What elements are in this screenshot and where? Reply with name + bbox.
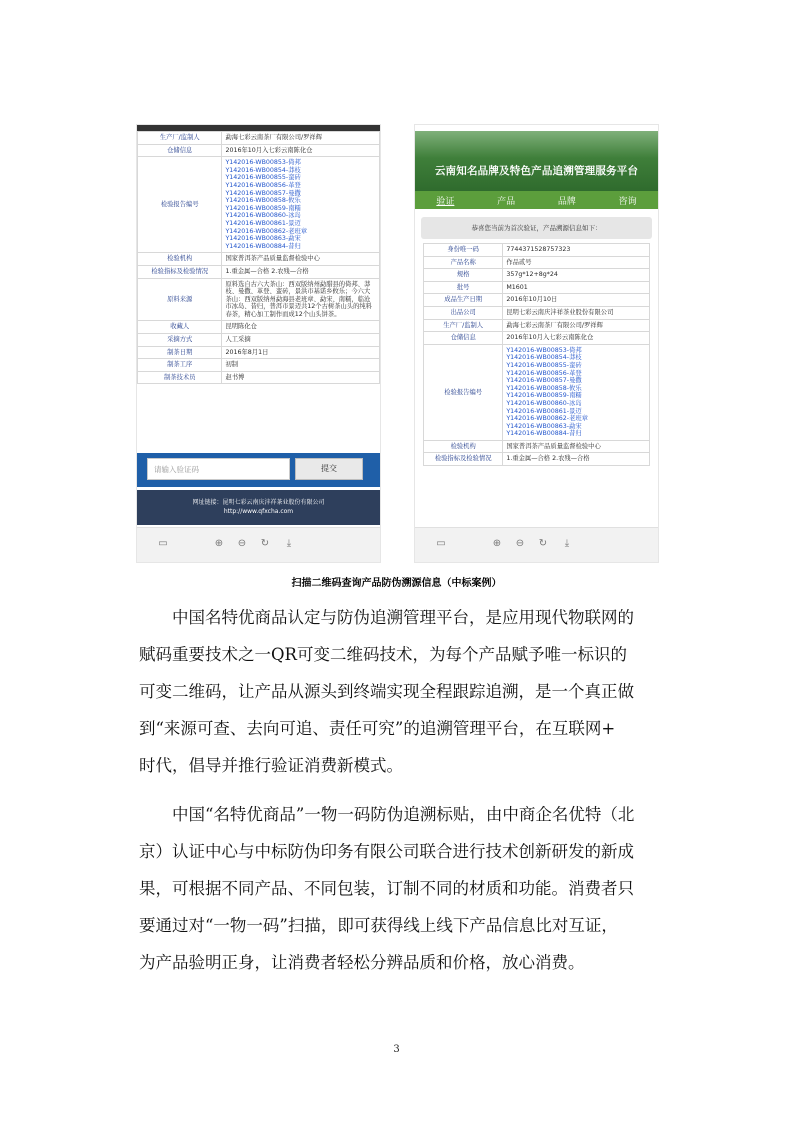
footer-url[interactable]: http://www.qfxcha.com: [223, 508, 294, 515]
row-label: 检验机构: [138, 253, 222, 266]
table-row: [138, 359, 380, 372]
zoom-in-icon[interactable]: ⊕: [492, 538, 502, 549]
row-label: 收藏人: [138, 321, 222, 334]
table-row: [138, 253, 380, 266]
row-label: 规格: [424, 269, 503, 282]
nav-brands[interactable]: 品牌: [557, 196, 576, 207]
page-number: 3: [393, 1044, 400, 1055]
table-row: [138, 334, 380, 347]
report-code: Y142016-WB00862-老班章: [225, 227, 308, 235]
report-code: Y142016-WB00859-南糯: [225, 204, 301, 212]
table-row: [138, 144, 380, 157]
row-value: 2016年10月10日: [503, 294, 650, 307]
row-value: 初制: [222, 359, 380, 372]
table-row: [424, 306, 650, 319]
paragraph-line: 赋码重要技术之一QR可变二维码技术，为每个产品赋予唯一标识的: [139, 645, 627, 664]
table-row: [424, 256, 650, 269]
table-row: [424, 332, 650, 345]
report-code: Y142016-WB00856-革登: [506, 369, 582, 377]
paragraph-line: 中国名特优商品认定与防伪追溯管理平台，是应用现代物联网的: [172, 608, 634, 627]
table-row: [138, 157, 380, 253]
platform-banner: [415, 131, 658, 191]
report-code: Y142016-WB00855-蛮砖: [506, 361, 582, 369]
row-label: 产品名称: [424, 256, 503, 269]
row-value: 2016年8月1日: [222, 346, 380, 359]
report-code: Y142016-WB00853-倚邦: [506, 346, 582, 354]
table-row: [138, 321, 380, 334]
table-row: [424, 269, 650, 282]
row-value: 原料选自古六大茶山：西双版纳州勐腊县的倚邦、莽枝、曼撒、革登、蛮砖，景洪市基诺乡攸乐；今六大茶山：西双版纳州勐海县老班章、勐宋、南糯，临沧市冰岛、昔归，普洱市景迈共12个古树茶山头的纯料春茶，精心加工制作而成12个山头饼茶。: [222, 278, 380, 321]
paragraph-line: 到“来源可查、去向可追、责任可究”的追溯管理平台，在互联网+: [139, 719, 616, 738]
download-icon[interactable]: ⤓: [286, 538, 292, 549]
report-code: Y142016-WB00859-南糯: [506, 392, 582, 400]
rotate-icon[interactable]: ↻: [538, 538, 548, 549]
report-code: Y142016-WB00858-攸乐: [506, 384, 582, 392]
nav-bar: [415, 191, 658, 209]
row-value: 2016年10月入七彩云南陈化仓: [503, 332, 650, 345]
row-value: 1.重金属—合格 2.农残—合格: [503, 453, 650, 466]
row-label: 出品公司: [424, 306, 503, 319]
row-label: 采摘方式: [138, 334, 222, 347]
row-value: 国家普洱茶产品质量监督检验中心: [222, 253, 380, 266]
row-label: 生产厂/监制人: [138, 132, 222, 145]
verification-notice: 恭喜您当前为首次验证，产品溯源信息如下：: [421, 217, 652, 239]
row-value: 昆明陈化仓: [222, 321, 380, 334]
row-value: 勐海七彩云南茶厂有限公司/罗祥辉: [222, 132, 380, 145]
submit-button[interactable]: 提交: [295, 458, 363, 480]
row-value: 7744371528757323: [503, 244, 650, 257]
table-row: [138, 278, 380, 321]
report-code: Y142016-WB00858-攸乐: [225, 197, 301, 205]
paragraph-line: 可变二维码，让产品从源头到终端实现全程跟踪追溯，是一个真正做: [139, 682, 634, 701]
report-code: Y142016-WB00861-景迈: [506, 407, 582, 415]
row-label: 成品生产日期: [424, 294, 503, 307]
report-code: Y142016-WB00854-莽枝: [225, 166, 301, 174]
figure-caption: 扫描二维码查询产品防伪溯源信息（中标案例）: [291, 578, 502, 589]
verification-code-input[interactable]: 请输入验证码: [147, 458, 290, 480]
table-row: [424, 281, 650, 294]
row-label: 制茶工序: [138, 359, 222, 372]
monitor-icon[interactable]: ▭: [436, 538, 446, 549]
row-label: 批号: [424, 281, 503, 294]
report-code: Y142016-WB00884-昔归: [506, 430, 582, 438]
viewer-toolbar-right: [415, 527, 658, 562]
footer-company-link[interactable]: 网址链接：昆明七彩云南庆沣祥茶业股份有限公司: [192, 499, 325, 506]
paragraph-line: 中国“名特优商品”一物一码防伪追溯标贴，由中商企名优特（北: [172, 805, 635, 824]
row-value: 人工采摘: [222, 334, 380, 347]
verify-bar: [137, 453, 380, 487]
row-value: M1601: [503, 281, 650, 294]
rotate-icon[interactable]: ↻: [260, 538, 270, 549]
row-label: 检验机构: [424, 440, 503, 453]
zoom-out-icon[interactable]: ⊖: [515, 538, 525, 549]
row-label: 检验报告编号: [138, 157, 222, 253]
report-code: Y142016-WB00860-冰岛: [506, 399, 582, 407]
row-label: 检验报告编号: [424, 344, 503, 440]
row-value: [222, 157, 380, 253]
nav-verify[interactable]: 验证: [436, 196, 455, 207]
paragraph-2: [139, 796, 659, 981]
row-value: 2016年10月入七彩云南陈化仓: [222, 144, 380, 157]
nav-products[interactable]: 产品: [497, 196, 516, 207]
table-row: [424, 440, 650, 453]
report-code: Y142016-WB00853-倚邦: [225, 159, 301, 167]
table-row: [138, 346, 380, 359]
table-row: [138, 132, 380, 145]
row-value: 昆明七彩云南庆沣祥茶业股份有限公司: [503, 306, 650, 319]
table-row: [138, 371, 380, 384]
row-label: 仓储信息: [138, 144, 222, 157]
paragraph-1: [139, 599, 659, 784]
row-value: 1.重金属—合格 2.农残—合格: [222, 265, 380, 278]
row-label: 制茶日期: [138, 346, 222, 359]
monitor-icon[interactable]: ▭: [158, 538, 168, 549]
site-footer: [137, 490, 380, 525]
left-info-table: [137, 131, 380, 384]
paragraph-line: 为产品验明正身，让消费者轻松分辨品质和价格，放心消费。: [139, 953, 585, 972]
report-code: Y142016-WB00856-革登: [225, 181, 301, 189]
table-row: [138, 265, 380, 278]
report-code: Y142016-WB00863-勐宋: [506, 422, 582, 430]
paragraph-line: 京）认证中心与中标防伪印务有限公司联合进行技术创新研发的新成: [139, 842, 634, 861]
report-code: Y142016-WB00857-曼撒: [506, 377, 582, 385]
report-code: Y142016-WB00861-景迈: [225, 219, 301, 227]
row-value: [503, 344, 650, 440]
right-info-table: [423, 243, 650, 466]
table-row: [424, 453, 650, 466]
table-row: [424, 344, 650, 440]
paragraph-line: 要通过对“一物一码”扫描，即可获得线上线下产品信息比对互证，: [139, 916, 618, 935]
row-label: 生产厂/监制人: [424, 319, 503, 332]
zoom-out-icon[interactable]: ⊖: [237, 538, 247, 549]
report-code: Y142016-WB00857-曼撒: [225, 189, 301, 197]
banner-title: 云南知名品牌及特色产品追溯管理服务平台: [434, 165, 639, 177]
row-label: 检验指标及检验情况: [424, 453, 503, 466]
row-value: 国家普洱茶产品质量监督检验中心: [503, 440, 650, 453]
row-label: 检验指标及检验情况: [138, 265, 222, 278]
row-value: 勐海七彩云南茶厂有限公司/罗祥辉: [503, 319, 650, 332]
report-code: Y142016-WB00854-莽枝: [506, 354, 582, 362]
row-label: 仓储信息: [424, 332, 503, 345]
download-icon[interactable]: ⤓: [564, 538, 570, 549]
table-row: [424, 294, 650, 307]
row-label: 身份唯一码: [424, 244, 503, 257]
table-row: [424, 319, 650, 332]
report-code: Y142016-WB00862-老班章: [506, 415, 588, 423]
table-row: [424, 244, 650, 257]
viewer-toolbar: [137, 527, 380, 562]
nav-consult[interactable]: 咨询: [618, 196, 637, 207]
report-code: Y142016-WB00860-冰岛: [225, 212, 301, 220]
row-value: 作品贰号: [503, 256, 650, 269]
paragraph-line: 果，可根据不同产品、不同包装，订制不同的材质和功能。消费者只: [139, 879, 634, 898]
zoom-in-icon[interactable]: ⊕: [214, 538, 224, 549]
left-screenshot: [137, 125, 380, 562]
report-code: Y142016-WB00855-蛮砖: [225, 174, 301, 182]
report-code: Y142016-WB00884-昔归: [225, 242, 301, 250]
row-label: 制茶技术员: [138, 371, 222, 384]
row-label: 原料来源: [138, 278, 222, 321]
row-value: 357g*12+8g*24: [503, 269, 650, 282]
paragraph-line: 时代，倡导并推行验证消费新模式。: [139, 756, 403, 775]
right-screenshot: [415, 125, 658, 562]
row-value: 赵书博: [222, 371, 380, 384]
report-code: Y142016-WB00863-勐宋: [225, 235, 301, 243]
